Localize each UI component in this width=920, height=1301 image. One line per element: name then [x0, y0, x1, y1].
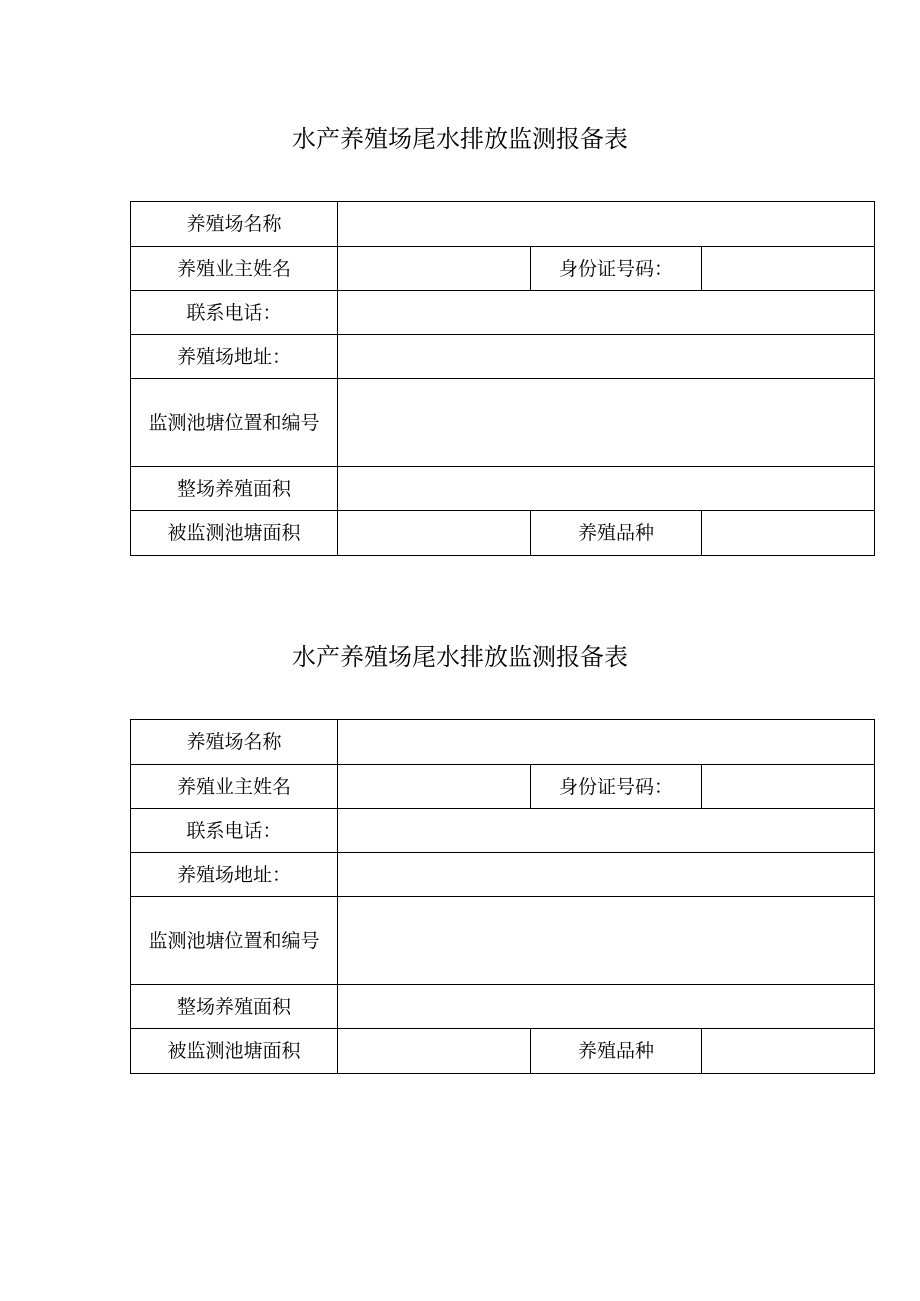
id-number-label: 身份证号码： — [531, 765, 702, 809]
pond-area-field[interactable] — [338, 511, 531, 556]
species-label: 养殖品种 — [531, 1029, 702, 1074]
phone-field[interactable] — [338, 809, 875, 853]
owner-name-field[interactable] — [338, 765, 531, 809]
address-label: 养殖场地址： — [131, 853, 338, 897]
pond-area-label: 被监测池塘面积 — [131, 1029, 338, 1074]
pond-area-field[interactable] — [338, 1029, 531, 1074]
species-field[interactable] — [702, 1029, 875, 1074]
row-owner — [131, 765, 875, 809]
report-form-table — [130, 719, 875, 1074]
pond-area-label: 被监测池塘面积 — [131, 511, 338, 556]
farm-name-label: 养殖场名称 — [131, 202, 338, 247]
farm-name-field[interactable] — [338, 202, 875, 247]
total-area-label: 整场养殖面积 — [131, 985, 338, 1029]
pond-location-label: 监测池塘位置和编号 — [131, 379, 338, 467]
row-farm-name — [131, 202, 875, 247]
phone-field[interactable] — [338, 291, 875, 335]
row-phone — [131, 291, 875, 335]
pond-location-label: 监测池塘位置和编号 — [131, 897, 338, 985]
address-label: 养殖场地址： — [131, 335, 338, 379]
row-phone — [131, 809, 875, 853]
row-pond-location — [131, 379, 875, 467]
row-total-area — [131, 985, 875, 1029]
id-number-field[interactable] — [702, 765, 875, 809]
row-pond-location — [131, 897, 875, 985]
total-area-field[interactable] — [338, 467, 875, 511]
pond-location-field[interactable] — [338, 897, 875, 985]
row-owner — [131, 247, 875, 291]
row-pond-area — [131, 511, 875, 556]
owner-name-label: 养殖业主姓名 — [131, 247, 338, 291]
pond-location-field[interactable] — [338, 379, 875, 467]
farm-name-label: 养殖场名称 — [131, 720, 338, 765]
farm-name-field[interactable] — [338, 720, 875, 765]
row-total-area — [131, 467, 875, 511]
form-title: 水产养殖场尾水排放监测报备表 — [292, 643, 628, 671]
form-title: 水产养殖场尾水排放监测报备表 — [292, 125, 628, 153]
phone-label: 联系电话： — [131, 809, 338, 853]
row-address — [131, 335, 875, 379]
address-field[interactable] — [338, 853, 875, 897]
report-form-table — [130, 201, 875, 556]
total-area-label: 整场养殖面积 — [131, 467, 338, 511]
row-address — [131, 853, 875, 897]
row-farm-name — [131, 720, 875, 765]
phone-label: 联系电话： — [131, 291, 338, 335]
species-field[interactable] — [702, 511, 875, 556]
species-label: 养殖品种 — [531, 511, 702, 556]
id-number-label: 身份证号码： — [531, 247, 702, 291]
row-pond-area — [131, 1029, 875, 1074]
owner-name-label: 养殖业主姓名 — [131, 765, 338, 809]
owner-name-field[interactable] — [338, 247, 531, 291]
id-number-field[interactable] — [702, 247, 875, 291]
address-field[interactable] — [338, 335, 875, 379]
total-area-field[interactable] — [338, 985, 875, 1029]
